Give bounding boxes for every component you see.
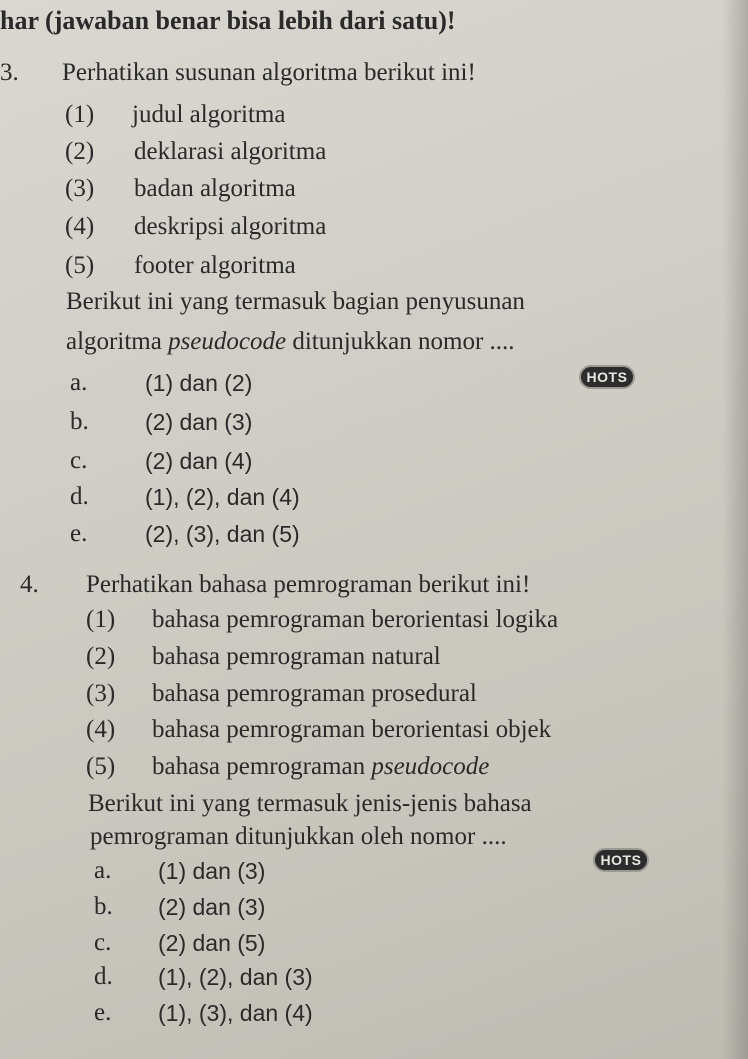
stem-italic-term: pseudocode [168, 328, 287, 355]
item-text: bahasa pemrograman berorientasi logika [152, 606, 559, 633]
option-text: (2) dan (3) [158, 894, 266, 920]
option-text: (1) dan (2) [145, 370, 253, 396]
option-text: (2) dan (5) [158, 930, 266, 956]
item-number: (4) [86, 716, 116, 743]
hots-badge: HOTS [593, 848, 649, 872]
item-text: bahasa pemrograman natural [152, 643, 441, 670]
hots-badge: HOTS [579, 365, 635, 389]
item-number: (5) [86, 753, 116, 780]
option-letter: e. [70, 520, 88, 547]
item-text: bahasa pemrograman prosedural [152, 680, 477, 707]
item-number: (1) [65, 101, 95, 128]
question-number: 3. [0, 59, 19, 86]
page-edge-shadow [722, 0, 748, 1059]
question-stem-line-1: Berikut ini yang termasuk jenis-jenis bahasa [88, 790, 532, 817]
option-letter: d. [70, 483, 89, 510]
stem-text: algoritma [66, 328, 169, 355]
option-letter: c. [70, 447, 88, 474]
option-letter: b. [70, 408, 89, 435]
option-text: (2) dan (3) [145, 409, 253, 435]
option-letter: a. [94, 857, 112, 884]
item-number: (5) [65, 252, 95, 279]
option-letter: a. [70, 369, 88, 396]
option-text: (1), (3), dan (4) [158, 1000, 313, 1026]
option-text: (2), (3), dan (5) [145, 521, 300, 547]
item-number: (1) [86, 606, 116, 633]
item-text: badan algoritma [134, 175, 296, 202]
item-text: bahasa pemrograman berorientasi objek [152, 716, 552, 743]
item-italic-term: pseudocode [371, 753, 490, 780]
item-number: (4) [65, 213, 95, 240]
item-text-plain: bahasa pemrograman [152, 753, 372, 780]
option-text: (1) dan (3) [158, 858, 266, 884]
item-text: deklarasi algoritma [134, 138, 327, 165]
item-text: judul algoritma [132, 101, 286, 128]
item-number: (2) [65, 138, 95, 165]
stem-text: ditunjukkan nomor .... [286, 328, 515, 355]
question-intro: Perhatikan bahasa pemrograman berikut ini! [86, 571, 531, 598]
section-instruction: har (jawaban benar bisa lebih dari satu)! [0, 6, 456, 35]
question-intro: Perhatikan susunan algoritma berikut ini! [62, 59, 476, 86]
question-stem-line-1: Berikut ini yang termasuk bagian penyusunan [66, 288, 525, 315]
item-text: deskripsi algoritma [134, 213, 327, 240]
item-number: (3) [86, 680, 116, 707]
option-letter: d. [94, 963, 113, 990]
question-number: 4. [20, 571, 39, 598]
item-text [152, 752, 489, 782]
question-stem-line-2 [66, 327, 515, 357]
option-text: (2) dan (4) [145, 448, 253, 474]
question-stem-line-2: pemrograman ditunjukkan oleh nomor .... [90, 823, 507, 850]
option-text: (1), (2), dan (4) [145, 484, 300, 510]
option-letter: b. [94, 893, 113, 920]
option-letter: c. [94, 929, 112, 956]
option-letter: e. [94, 999, 112, 1026]
option-text: (1), (2), dan (3) [158, 964, 313, 990]
item-number: (2) [86, 643, 116, 670]
item-text: footer algoritma [134, 252, 296, 279]
item-number: (3) [65, 175, 95, 202]
